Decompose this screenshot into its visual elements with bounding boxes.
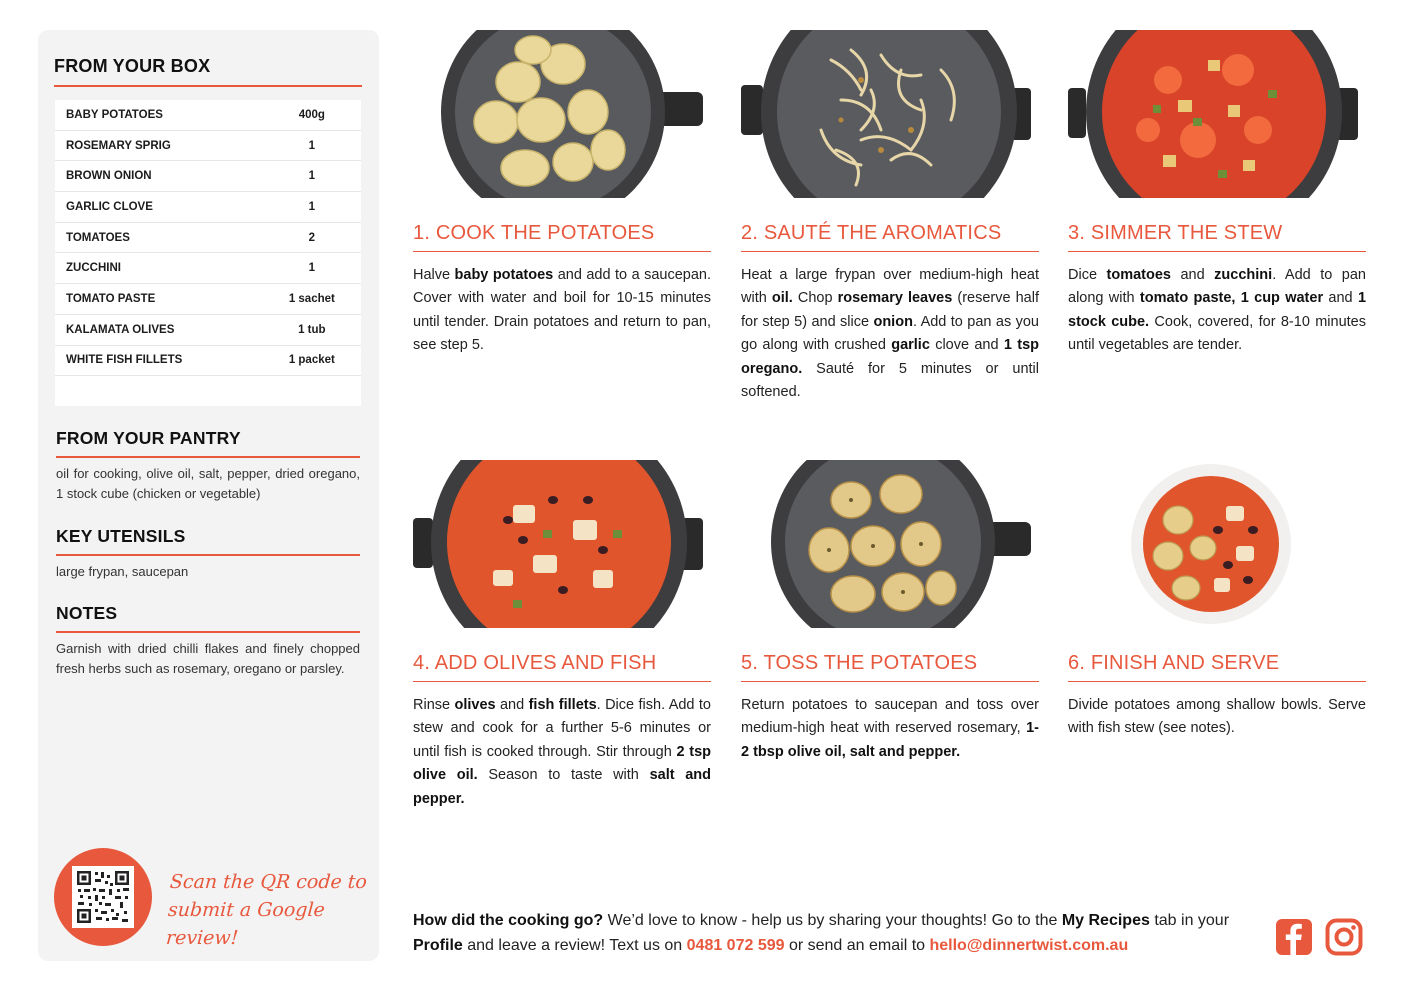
step-text-run: Dice bbox=[1068, 267, 1107, 283]
step-text-run: Rinse bbox=[413, 697, 455, 713]
step-text-bold: tomatoes bbox=[1106, 267, 1171, 283]
step-text-run: Season to taste with bbox=[477, 767, 650, 784]
table-row bbox=[55, 192, 361, 223]
facebook-icon[interactable] bbox=[1275, 918, 1313, 956]
table-row bbox=[55, 253, 361, 284]
tomato-stew-in-pan-image bbox=[1068, 30, 1366, 198]
step-text-run: Chop bbox=[792, 290, 838, 307]
step-text-run: and bbox=[1323, 290, 1358, 307]
pantry-text: oil for cooking, olive oil, salt, pepper, dried oregano, 1 stock cube (chicken or vegetable) bbox=[56, 466, 360, 501]
ingredient-name: GARLIC CLOVE bbox=[66, 200, 153, 213]
ingredient-qty: 1 bbox=[308, 139, 316, 152]
profile-label: Profile bbox=[413, 937, 463, 954]
ingredient-name: ROSEMARY SPRIG bbox=[66, 139, 171, 152]
step-4 bbox=[413, 460, 711, 811]
step-text-run: . Add to pan as you go along with crushed bbox=[741, 313, 1039, 354]
step-text-bold: onion bbox=[873, 313, 913, 330]
step-text-run: Divide potatoes among shallow bowls. Serve with fish stew (see notes). bbox=[1068, 697, 1366, 737]
step-text-bold: garlic bbox=[891, 337, 930, 354]
step-2-text bbox=[741, 264, 1039, 404]
step-text-bold: fish fillets bbox=[528, 697, 597, 713]
onions-in-pan-image bbox=[741, 30, 1039, 198]
step-text-bold: 1-2 tbsp olive oil, salt and pepper. bbox=[741, 720, 1039, 760]
ingredient-name: KALAMATA OLIVES bbox=[66, 323, 175, 336]
ingredient-qty: 1 bbox=[308, 262, 316, 275]
step-3-text bbox=[1068, 264, 1366, 358]
email-link[interactable]: hello@dinnertwist.com.au bbox=[929, 937, 1129, 954]
step-text-run: . Dice fish. Add to stew and cook for a further 5-6 minutes or until fish is cooked through. Stir through bbox=[413, 697, 711, 760]
step-text-run: . Add to pan along with bbox=[1068, 267, 1366, 307]
step-text-run: Cook, covered, for 8-10 minutes until vegetables are tender. bbox=[1068, 313, 1366, 354]
instagram-icon[interactable] bbox=[1325, 918, 1363, 956]
step-4-text bbox=[413, 694, 711, 811]
step-text-run: clove and bbox=[929, 337, 1004, 354]
potatoes-in-pot-image bbox=[413, 30, 711, 198]
ingredient-qty: 1 sachet bbox=[288, 292, 335, 305]
step-2 bbox=[741, 30, 1039, 404]
step-3-title: 3. SIMMER THE STEW bbox=[1068, 222, 1366, 252]
notes-title: NOTES bbox=[56, 603, 360, 633]
step-text-bold: olives bbox=[454, 697, 496, 713]
footer-text-run: We’d love to know - help us by sharing your thoughts! Go to the bbox=[603, 912, 1062, 929]
footer-text-run: or send an email to bbox=[784, 937, 930, 954]
notes-text: Garnish with dried chilli flakes and finely chopped fresh herbs such as rosemary, oregano or parsley. bbox=[56, 641, 360, 676]
step-text-run: and add to a saucepan. Cover with water and boil for 10-15 minutes until tender. Drain potatoes and return to pan, see step 5. bbox=[413, 267, 711, 354]
step-text-bold: 1 tsp oregano. bbox=[741, 337, 1039, 377]
step-text-run: Heat a large frypan over medium-high heat with bbox=[741, 267, 1039, 307]
step-4-title: 4. ADD OLIVES AND FISH bbox=[413, 652, 711, 682]
utensils-text: large frypan, saucepan bbox=[56, 564, 189, 579]
table-row bbox=[55, 284, 361, 315]
footer-text-run: tab in your bbox=[1149, 912, 1230, 929]
qr-badge[interactable] bbox=[54, 848, 152, 946]
ingredient-qty: 1 packet bbox=[288, 354, 335, 367]
step-5-title: 5. TOSS THE POTATOES bbox=[741, 652, 1039, 682]
step-text-run: and bbox=[1170, 267, 1215, 283]
step-text-bold: 1 stock cube. bbox=[1068, 290, 1367, 330]
sidebar bbox=[38, 30, 379, 961]
table-row bbox=[55, 315, 361, 346]
ingredient-name: TOMATOES bbox=[66, 231, 130, 244]
step-1-title: 1. COOK THE POTATOES bbox=[413, 222, 711, 252]
step-text-bold: oil. bbox=[771, 290, 793, 307]
feedback-footer bbox=[413, 908, 1263, 958]
step-6-text bbox=[1068, 694, 1366, 741]
step-text-run: and bbox=[495, 697, 529, 713]
my-recipes-label: My Recipes bbox=[1061, 912, 1150, 929]
step-text-bold: baby potatoes bbox=[454, 267, 554, 283]
step-2-title: 2. SAUTÉ THE AROMATICS bbox=[741, 222, 1039, 252]
table-row bbox=[55, 223, 361, 254]
step-text-run: (reserve half for step 5) and slice bbox=[741, 290, 1039, 330]
ingredient-name: BROWN ONION bbox=[66, 170, 152, 183]
step-text-bold: tomato paste, 1 cup water bbox=[1139, 290, 1324, 307]
notes-section bbox=[56, 603, 360, 679]
qr-cta-line-1: Scan the QR code to bbox=[169, 871, 368, 893]
step-6 bbox=[1068, 460, 1366, 741]
qr-code-icon bbox=[72, 866, 134, 928]
served-bowl-image bbox=[1068, 460, 1366, 628]
ingredient-qty: 1 bbox=[308, 170, 316, 183]
table-row bbox=[55, 131, 361, 162]
ingredient-qty: 1 tub bbox=[298, 323, 326, 336]
fish-stew-in-pan-image bbox=[413, 460, 711, 628]
table-row bbox=[55, 346, 361, 377]
ingredient-qty: 400g bbox=[298, 108, 325, 121]
footer-text-run: and leave a review! Text us on bbox=[462, 937, 687, 954]
ingredient-name: WHITE FISH FILLETS bbox=[66, 354, 183, 367]
step-text-run: Sauté for 5 minutes or until softened. bbox=[741, 360, 1039, 401]
step-text-run: Halve bbox=[413, 267, 455, 283]
table-row bbox=[55, 100, 361, 131]
step-6-title: 6. FINISH AND SERVE bbox=[1068, 652, 1366, 682]
step-text-bold: zucchini bbox=[1214, 267, 1273, 283]
step-5-text bbox=[741, 694, 1039, 764]
ingredient-name: BABY POTATOES bbox=[66, 108, 163, 121]
step-text-bold: salt and pepper. bbox=[413, 767, 712, 807]
step-text-bold: rosemary leaves bbox=[837, 290, 953, 307]
phone-link[interactable]: 0481 072 599 bbox=[686, 937, 785, 954]
table-row bbox=[55, 161, 361, 192]
step-5 bbox=[741, 460, 1039, 764]
feedback-question: How did the cooking go? bbox=[413, 912, 604, 929]
from-your-box-title: FROM YOUR BOX bbox=[54, 56, 362, 87]
ingredient-qty: 1 bbox=[308, 200, 316, 213]
utensils-section bbox=[56, 526, 360, 582]
step-1 bbox=[413, 30, 711, 358]
qr-call-to-action bbox=[165, 868, 371, 952]
roasted-potatoes-in-pot-image bbox=[741, 460, 1039, 628]
step-3 bbox=[1068, 30, 1366, 358]
ingredient-name: ZUCCHINI bbox=[66, 262, 121, 275]
ingredient-name: TOMATO PASTE bbox=[66, 292, 156, 305]
ingredient-qty: 2 bbox=[308, 231, 316, 244]
step-text-run: Return potatoes to saucepan and toss over medium-high heat with reserved rosemary, bbox=[741, 697, 1039, 737]
pantry-title: FROM YOUR PANTRY bbox=[56, 428, 360, 458]
ingredients-table bbox=[55, 100, 361, 406]
step-text-bold: 2 tsp olive oil. bbox=[413, 743, 712, 784]
qr-cta-line-2: submit a Google review! bbox=[165, 899, 326, 949]
utensils-title: KEY UTENSILS bbox=[56, 526, 360, 556]
pantry-section bbox=[56, 428, 360, 504]
step-1-text bbox=[413, 264, 711, 358]
